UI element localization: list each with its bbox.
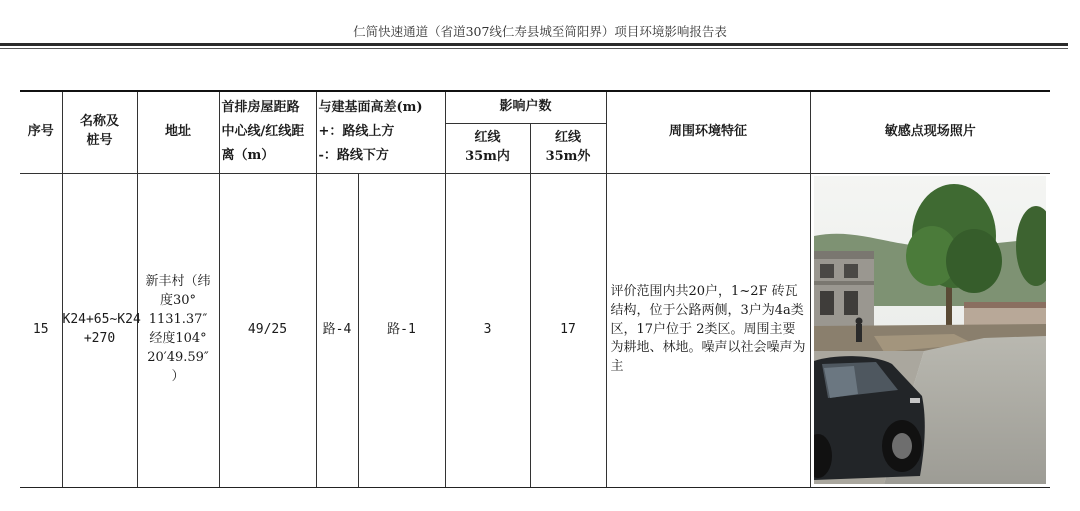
col-header-environment: 周围环境特征 — [606, 91, 810, 173]
col-header-photo: 敏感点现场照片 — [810, 91, 1050, 173]
cell-beyond-35m: 17 — [530, 173, 606, 487]
header-rule — [0, 43, 1068, 46]
col-header-address: 地址 — [137, 91, 219, 173]
cell-seq: 15 — [20, 173, 62, 487]
cell-distance: 49/25 — [219, 173, 316, 487]
cell-photo — [810, 173, 1050, 487]
document-header — [0, 18, 1080, 48]
sensitive-points-table — [20, 90, 1050, 488]
header-row-1 — [20, 91, 1050, 123]
col-header-beyond-35m: 红线 35m外 — [530, 123, 606, 173]
cell-station: K24+65~K24 +270 — [62, 173, 137, 487]
col-header-seq: 序号 — [20, 91, 62, 173]
cell-height-b: 路-1 — [358, 173, 445, 487]
cell-within-35m: 3 — [445, 173, 530, 487]
cell-height-a: 路-4 — [316, 173, 358, 487]
col-header-within-35m: 红线 35m内 — [445, 123, 530, 173]
col-header-affected-households: 影响户数 — [445, 91, 606, 123]
cell-address: 新丰村（纬 度30° 1131.37″ 经度104° 20′49.59″ ） — [137, 173, 219, 487]
table-row — [20, 173, 1050, 487]
header-rule-thin — [0, 48, 1068, 49]
col-header-distance: 首排房屋距路 中心线/红线距 离（m） — [219, 91, 316, 173]
col-header-height-diff: 与建基面高差(m) +：路线上方 -：路线下方 — [316, 91, 445, 173]
document-title: 仁简快速通道（省道307线仁寿县城至简阳界）项目环境影响报告表 — [353, 24, 727, 39]
col-header-name-station: 名称及 桩号 — [62, 91, 137, 173]
site-photo — [814, 176, 1046, 484]
cell-environment: 评价范围内共20户，1~2F 砖瓦结构，位于公路两侧，3户为4a类区，17户位于 2类区。周围主要为耕地、林地。噪声以社会噪声为主 — [606, 173, 810, 487]
